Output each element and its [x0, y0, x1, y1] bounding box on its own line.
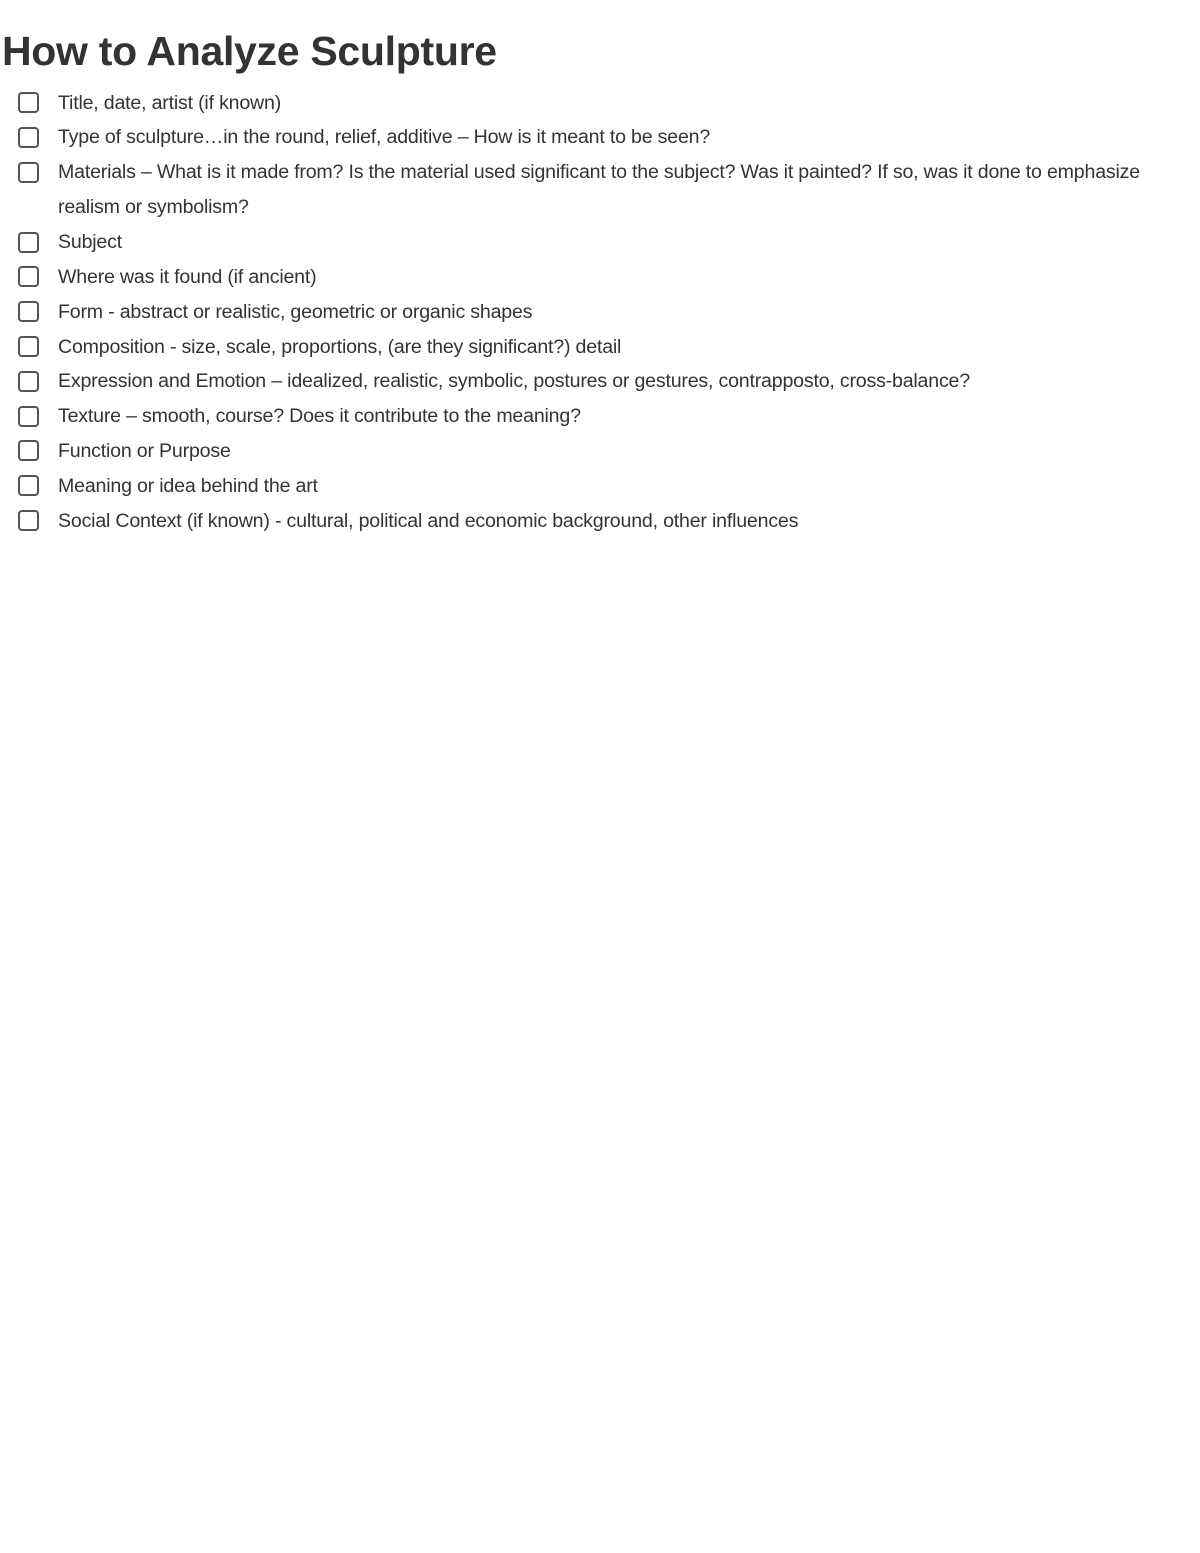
checklist-item-label: Function or Purpose — [58, 439, 231, 462]
checklist-item-label: Title, date, artist (if known) — [58, 91, 282, 114]
unchecked-checkbox-icon[interactable] — [18, 510, 39, 531]
checklist-item — [18, 226, 1188, 261]
checklist-item — [18, 365, 1188, 400]
checklist-item — [18, 434, 1188, 469]
checklist-item-label: Materials – What is it made from? Is the material used significant to the subject? Was it painted? If so, was it done to emphasize realism or symbolism? — [58, 161, 1140, 219]
unchecked-checkbox-icon[interactable] — [18, 232, 39, 253]
unchecked-checkbox-icon[interactable] — [18, 475, 39, 496]
unchecked-checkbox-icon[interactable] — [18, 406, 39, 427]
checklist-item-label: Expression and Emotion – idealized, realistic, symbolic, postures or gestures, contrapposto, cross-balance? — [58, 370, 970, 393]
unchecked-checkbox-icon[interactable] — [18, 127, 39, 148]
checklist-item — [18, 121, 1188, 156]
checklist-item — [18, 330, 1188, 365]
page-title: How to Analyze Sculpture — [2, 28, 497, 74]
checklist-item — [18, 86, 1188, 121]
checklist-item-label: Subject — [58, 231, 122, 254]
unchecked-checkbox-icon[interactable] — [18, 92, 39, 113]
checklist-item — [18, 469, 1188, 504]
checklist-item — [18, 400, 1188, 435]
checklist — [18, 86, 1188, 539]
checklist-item — [18, 260, 1188, 295]
checklist-item-label: Meaning or idea behind the art — [58, 474, 318, 497]
unchecked-checkbox-icon[interactable] — [18, 371, 39, 392]
checklist-item-label: Composition - size, scale, proportions, (are they significant?) detail — [58, 335, 622, 358]
checklist-item — [18, 156, 1188, 226]
unchecked-checkbox-icon[interactable] — [18, 266, 39, 287]
unchecked-checkbox-icon[interactable] — [18, 440, 39, 461]
checklist-item-label: Where was it found (if ancient) — [58, 265, 317, 288]
checklist-item-label: Type of sculpture…in the round, relief, additive – How is it meant to be seen? — [58, 126, 711, 149]
checklist-item-label: Texture – smooth, course? Does it contribute to the meaning? — [58, 405, 581, 428]
checklist-item-label: Social Context (if known) - cultural, political and economic background, other influences — [58, 509, 799, 532]
unchecked-checkbox-icon[interactable] — [18, 162, 39, 183]
checklist-item — [18, 295, 1188, 330]
unchecked-checkbox-icon[interactable] — [18, 336, 39, 357]
checklist-item — [18, 504, 1188, 539]
unchecked-checkbox-icon[interactable] — [18, 301, 39, 322]
checklist-item-label: Form - abstract or realistic, geometric or organic shapes — [58, 300, 533, 323]
